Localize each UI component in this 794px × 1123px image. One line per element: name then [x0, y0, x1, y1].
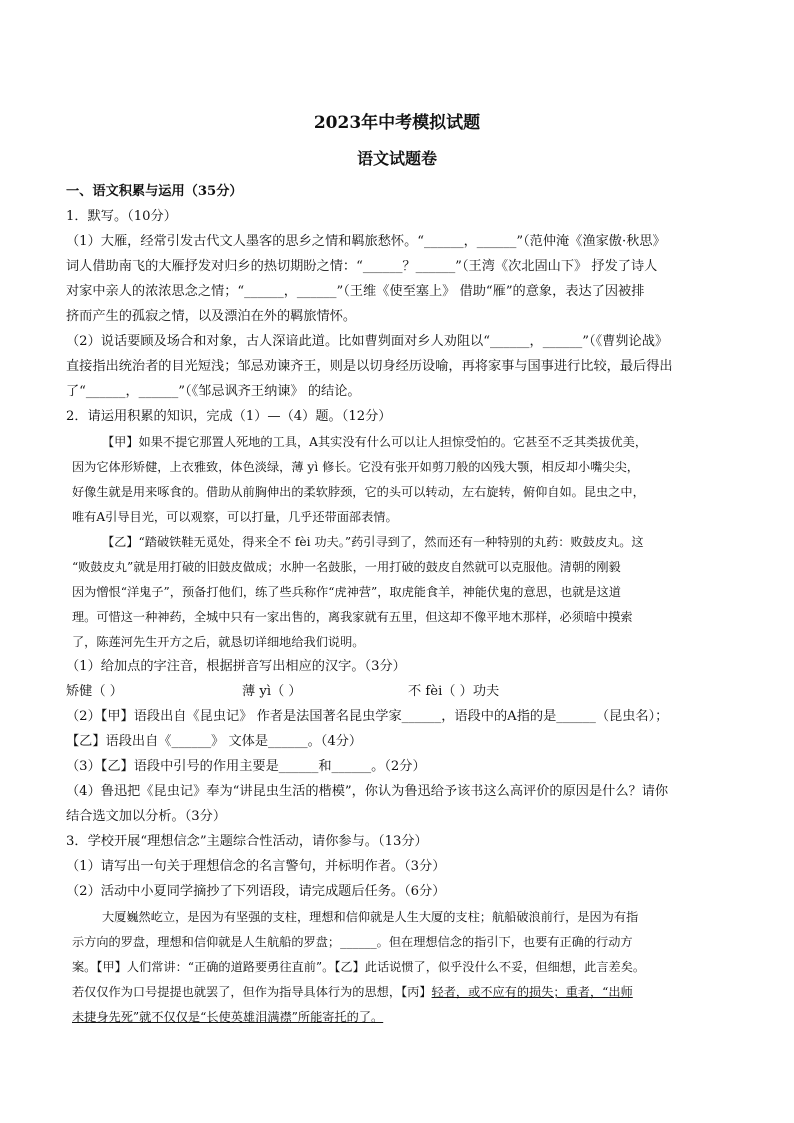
- q2-jia-line4: 唯有A引导目光，可以观察，可以打量，几乎还带面部表情。: [72, 510, 398, 524]
- q3-passage-line4: [72, 983, 732, 1001]
- exam-title: 2023年中考模拟试题: [313, 113, 481, 133]
- q2-jia-line1: 【甲】如果不提它那置人死地的工具，A其实没有什么可以让人担惊受怕的。它甚至不乏其类拔优美，: [102, 435, 648, 449]
- q1-p2-line2: 直接指出统治者的目光短浅；邹忌劝谏齐王，则是以切身经历设喻，再将家事与国事进行比较，最后得出: [66, 359, 673, 374]
- q2-yi-line3: 因为憎恨“洋鬼子”，预备打他们，练了些兵称作“虎神营”，取虎能食羊，神能伏鬼的意思，也就是这道: [72, 585, 621, 599]
- q2-yi-line5: 了，陈莲河先生开方之后，就恳切详细地给我们说明。: [72, 635, 365, 649]
- q3-passage-line3: 案。【甲】人们常讲：“正确的道路要勇往直前”。【乙】此话说惯了，似乎没什么不妥，但细想，此言差矣。: [72, 960, 646, 974]
- section-heading: 一、语文积累与运用（35分）: [66, 184, 243, 199]
- q3-passage-line4-underlined: 轻者，或不应有的损失；重者，“出师: [431, 985, 633, 999]
- q2-sub1: （1）给加点的字注音，根据拼音写出相应的汉字。（3分）: [66, 659, 406, 674]
- q2-sub4-line1: （4）鲁迅把《昆虫记》奉为“讲昆虫生活的楷模”，你认为鲁迅给予该书这么高评价的原因是什么？请你: [66, 784, 669, 799]
- q2-sub1-a: 矫健（ ）: [66, 684, 123, 699]
- q1-p1-line2: 词人借助南飞的大雁抒发对归乡的热切期盼之情：“______？______”（王湾《次北固山下》 抒发了诗人: [66, 259, 658, 274]
- q1-p2-line1: （2）说话要顾及场合和对象，古人深谙此道。比如曹刿面对乡人劝阻以“______，______”（《曹刿论战》: [66, 334, 669, 349]
- exam-subtitle: 语文试题卷: [356, 149, 437, 168]
- q2-sub2-line2: 【乙】语段出自《______》 文体是______。（4分）: [66, 734, 363, 749]
- q1-p2-line3: 了“______，______”（《邹忌讽齐王纳谏》 的结论。: [66, 384, 361, 399]
- q3-sub1: （1）请写出一句关于理想信念的名言警句，并标明作者。（3分）: [66, 859, 446, 874]
- q2-sub3: （3）【乙】语段中引号的作用主要是______和______。（2分）: [66, 759, 426, 774]
- q1-p1-line4: 挤而产生的孤寂之情，以及漂泊在外的羁旅情怀。: [66, 309, 357, 324]
- q3-sub2: （2）活动中小夏同学摘抄了下列语段，请完成题后任务。（6分）: [66, 884, 446, 899]
- q3-passage-line2: 示方向的罗盘，理想和信仰就是人生航船的罗盘；______。但在理想信念的指引下，也要有正确的行动方: [72, 935, 633, 949]
- q3-passage-line4-plain: 若仅仅作为口号提提也就罢了，但作为指导具体行为的思想，【丙】: [72, 985, 432, 999]
- q2-yi-line1: 【乙】“踏破铁鞋无觅处，得来全不 fèi 功夫。”药引寻到了，然而还有一种特别的丸药：败鼓皮丸。这: [102, 535, 644, 549]
- q2-jia-line3: 好像生就是用来啄食的。借助从前胸伸出的柔软脖颈，它的头可以转动，左右旋转，俯仰自如。昆虫之中，: [72, 485, 645, 499]
- q2-yi-line2: “败鼓皮丸”就是用打破的旧鼓皮做成；水肿一名鼓胀，一用打破的鼓皮自然就可以克服他。清朝的刚毅: [72, 560, 621, 574]
- q2-jia-line2: 因为它体形矫健，上衣雅致，体色淡绿，薄 yì 修长。它没有张开如剪刀般的凶残大颚，相反却小嘴尖尖，: [72, 460, 639, 474]
- q3-passage-line5: 未捷身先死”就不仅仅是“长使英雄泪满襟”所能寄托的了。: [72, 1010, 384, 1024]
- q1-title: 1．默写。（10分）: [66, 209, 177, 224]
- q3-title: 3．学校开展“理想信念”主题综合性活动，请你参与。（13分）: [66, 834, 428, 849]
- q2-yi-line4: 理。可惜这一种神药，全城中只有一家出售的，离我家就有五里，但这却不像平地木那样，必须暗中摸索: [72, 610, 633, 624]
- q2-sub2-line1: （2）【甲】语段出自《昆虫记》 作者是法国著名昆虫学家______，语段中的A指的是______（昆虫名）；: [66, 709, 669, 724]
- q1-p1-line3: 对家中亲人的浓浓思念之情；“______，______”（王维《使至塞上》 借助“雁”的意象，表达了因被排: [66, 284, 645, 299]
- q2-title: 2．请运用积累的知识，完成（1）—（4）题。（12分）: [66, 409, 392, 424]
- q2-sub1-b: 薄 yì（ ）: [242, 684, 302, 699]
- q3-passage-line1: 大厦巍然屹立，是因为有坚强的支柱，理想和信仰就是人生大厦的支柱；航船破浪前行，是因为有指: [102, 910, 639, 924]
- q2-sub4-line2: 结合选文加以分析。（3分）: [66, 809, 227, 824]
- q1-p1-line1: （1）大雁，经常引发古代文人墨客的思乡之情和羁旅愁怀。“______，______”（范仲淹《渔家傲·秋思》: [66, 234, 666, 249]
- q2-sub1-c: 不 fèi（ ）功夫: [408, 684, 500, 699]
